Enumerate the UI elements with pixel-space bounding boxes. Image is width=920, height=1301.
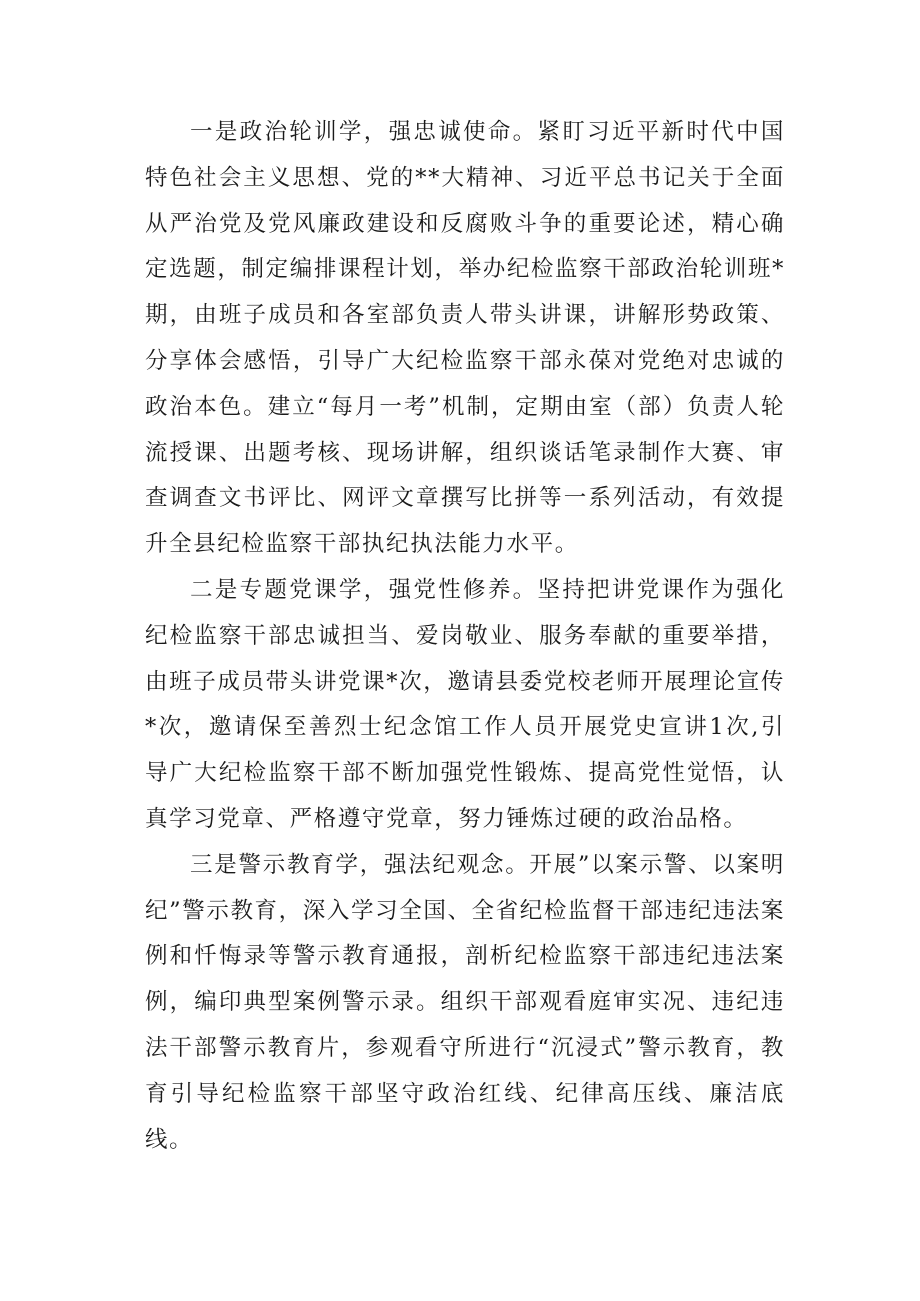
paragraph-political-training: 一是政治轮训学，强忠诚使命。紧盯习近平新时代中国特色社会主义思想、党的**大精神、习近平总书记关于全面从严治党及党风廉政建设和反腐败斗争的重要论述，精心确定选题，制定编排课程计划，举办纪检监察干部政治轮训班*期，由班子成员和各室部负责人带头讲课，讲解形势政策、分享体会感悟，引导广大纪检监察干部永葆对党绝对忠诚的政治本色。建立“每月一考”机制，定期由室（部）负责人轮流授课、出题考核、现场讲解，组织谈话笔录制作大赛、审查调查文书评比、网评文章撰写比拼等一系列活动，有效提升全县纪检监察干部执纪执法能力水平。 — [145, 119, 785, 558]
document-body — [145, 110, 785, 1163]
paragraph-warning-education: 三是警示教育学，强法纪观念。开展”以案示警、以案明纪”警示教育，深入学习全国、全省纪检监督干部违纪违法案例和忏悔录等警示教育通报，剖析纪检监察干部违纪违法案例，编印典型案例警示录。组织干部观看庭审实况、违纪违法干部警示教育片，参观看守所进行“沉浸式”警示教育，教育引导纪检监察干部坚守政治红线、纪律高压线、廉洁底线。 — [145, 851, 785, 1153]
paragraph-party-lecture: 二是专题党课学，强党性修养。坚持把讲党课作为强化纪检监察干部忠诚担当、爱岗敬业、服务奉献的重要举措，由班子成员带头讲党课*次，邀请县委党校老师开展理论宣传*次，邀请保至善烈士纪念馆工作人员开展党史宣讲1次,引导广大纪检监察干部不断加强党性锻炼、提高党性觉悟，认真学习党章、严格遵守党章，努力锤炼过硬的政治品格。 — [145, 576, 785, 832]
